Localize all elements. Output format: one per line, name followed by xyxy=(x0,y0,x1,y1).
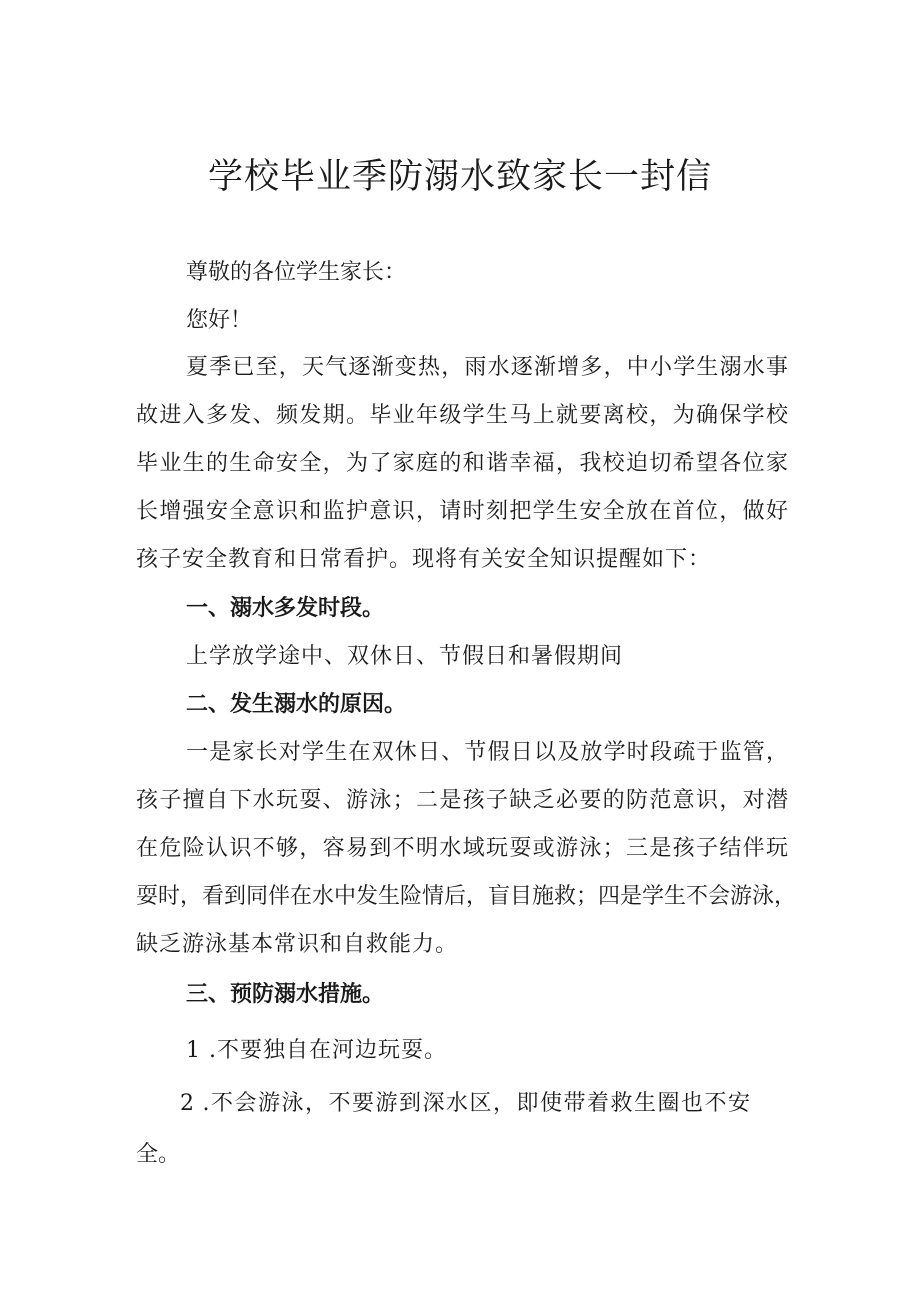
prevention-item-2: 2 .不会游泳，不要游到深水区，即使带着救生圈也不安 xyxy=(180,1091,750,1116)
intro-line: 夏季已至，天气逐渐变热，雨水逐渐增多，中小学生溺水事 xyxy=(186,355,788,380)
section-2-line: 孩子擅自下水玩耍、游泳；二是孩子缺乏必要的防范意识，对潜 xyxy=(136,788,788,813)
section-1-text: 上学放学途中、双休日、节假日和暑假期间 xyxy=(186,644,624,669)
greeting: 您好！ xyxy=(186,308,253,333)
intro-line: 毕业生的生命安全，为了家庭的和谐幸福，我校迫切希望各位家 xyxy=(136,451,788,476)
prevention-item-1: 1 .不要独自在河边玩耍。 xyxy=(186,1038,447,1063)
section-2-line: 耍时，看到同伴在水中发生险情后，盲目施救；四是学生不会游泳， xyxy=(136,884,797,909)
prevention-item-2-cont: 全。 xyxy=(136,1142,181,1167)
intro-line: 故进入多发、频发期。毕业年级学生马上就要离校，为确保学校 xyxy=(136,403,788,428)
intro-line: 长增强安全意识和监护意识，请时刻把学生安全放在首位，做好 xyxy=(136,499,788,524)
salutation: 尊敬的各位学生家长： xyxy=(186,260,407,285)
document-title: 学校毕业季防溺水致家长一封信 xyxy=(207,157,712,197)
section-heading-2: 二、发生溺水的原因。 xyxy=(186,692,407,717)
intro-line: 孩子安全教育和日常看护。现将有关安全知识提醒如下： xyxy=(136,547,712,572)
section-2-line: 缺乏游泳基本常识和自救能力。 xyxy=(136,932,459,957)
section-heading-1: 一、溺水多发时段。 xyxy=(186,596,385,621)
section-heading-3: 三、预防溺水措施。 xyxy=(186,982,385,1007)
section-2-line: 在危险认识不够，容易到不明水域玩耍或游泳；三是孩子结伴玩 xyxy=(136,836,788,861)
section-2-line: 一是家长对学生在双休日、节假日以及放学时段疏于监管， xyxy=(186,740,788,765)
